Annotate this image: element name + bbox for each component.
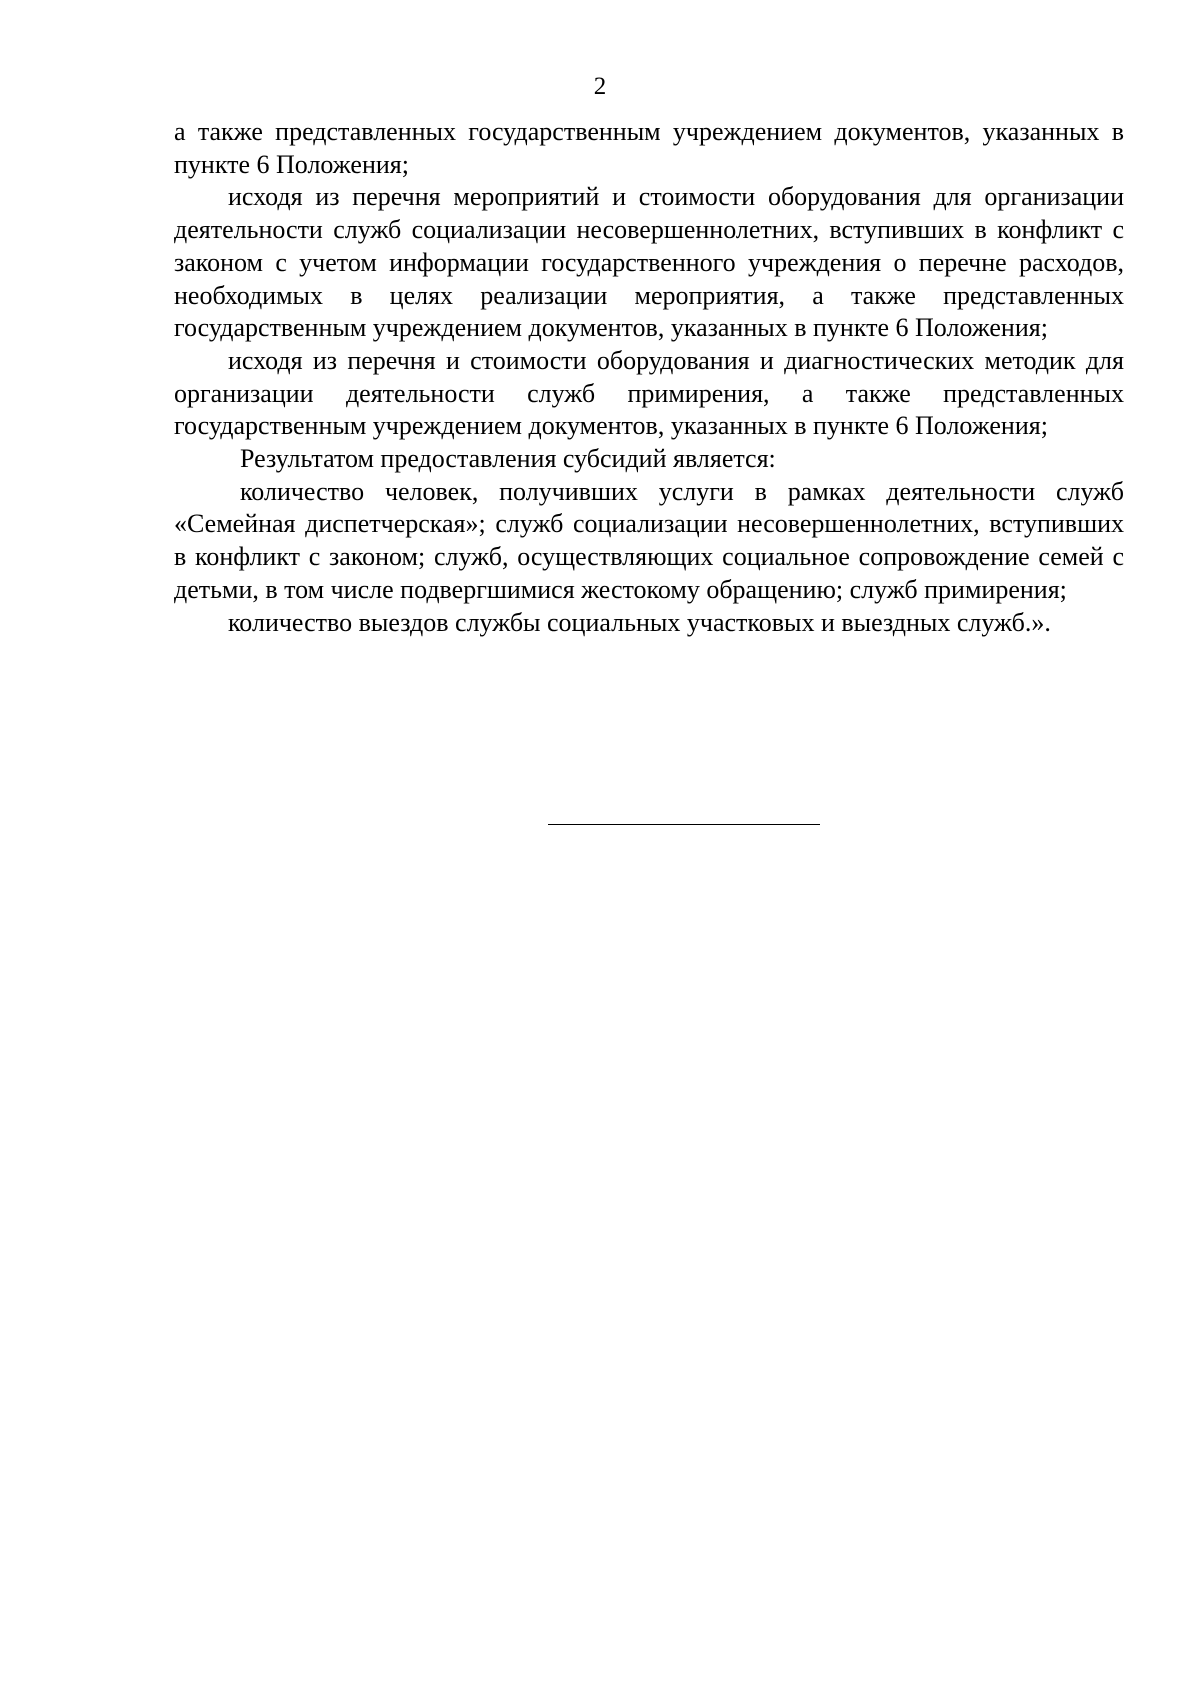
paragraph-result-people-count: количество человек, получивших услуги в рамках деятельности служб «Семейная диспетчерская»; служб социализации несовершеннолетних, вступивших в конфликт с законом; служб, осуществляющих социальное сопровождение семей с детьми, в том числе подвергшимися жестокому обращению; служб примирения; (174, 476, 1124, 604)
paragraph-socialization-services: исходя из перечня мероприятий и стоимости оборудования для организации деятельности служб социализации несовершеннолетних, вступивших в конфликт с законом с учетом информации государственного учреждения о перечне расходов, необходимых в целях реализации мероприятия, а также представленных государственным учреждением документов, указанных в пункте 6 Положения; (174, 182, 1124, 343)
page-number: 2 (593, 73, 607, 100)
end-of-document-rule (548, 824, 820, 825)
paragraph-continuation: а также представленных государственным учреждением документов, указанных в пункте 6 Положения; (174, 117, 1124, 179)
document-body (174, 116, 1124, 639)
paragraph-reconciliation-services: исходя из перечня и стоимости оборудования и диагностических методик для организации деятельности служб примирения, а также представленных государственным учреждением документов, указанных в пункте 6 Положения; (174, 345, 1124, 441)
paragraph-result-visits-count: количество выездов службы социальных участковых и выездных служб.». (228, 607, 1051, 637)
paragraph-result-heading: Результатом предоставления субсидий является: (240, 444, 776, 474)
